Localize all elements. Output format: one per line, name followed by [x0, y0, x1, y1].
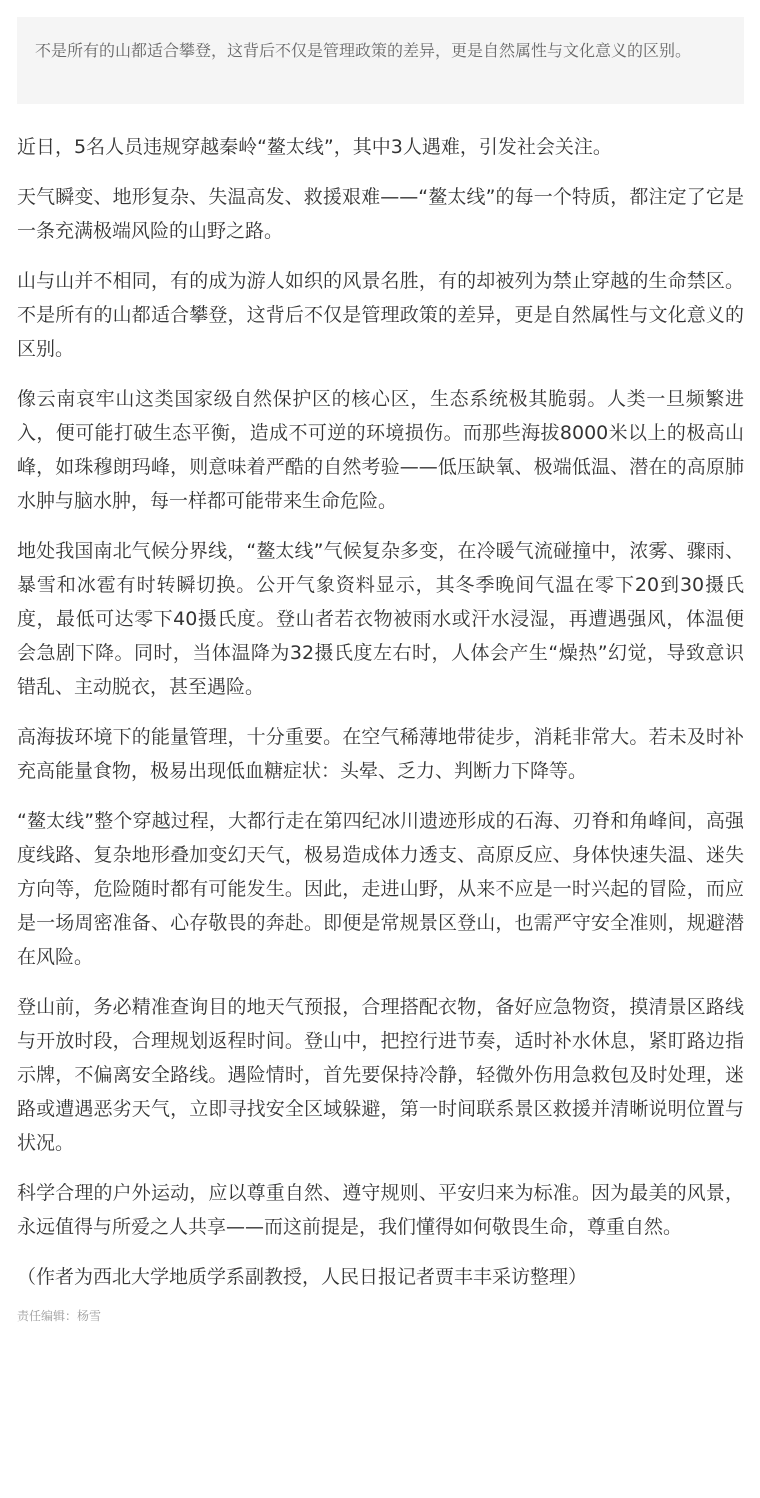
article-body: [17, 130, 744, 1324]
author-note: （作者为西北大学地质学系副教授，人民日报记者贾丰丰采访整理）: [17, 1266, 588, 1288]
paragraph-5: 地处我国南北气候分界线，“鳌太线”气候复杂多变，在冷暖气流碰撞中，浓雾、骤雨、暴雪和冰雹有时转瞬切换。公开气象资料显示，其冬季晚间气温在零下20到30摄氏度，最低可达零下40摄氏度。登山者若衣物被雨水或汗水浸湿，再遭遇强风，体温便会急剧下降。同时，当体温降为32摄氏度左右时，人体会产生“燥热”幻觉，导致意识错乱、主动脱衣，甚至遇险。: [17, 540, 744, 698]
paragraph-4: 像云南哀牢山这类国家级自然保护区的核心区，生态系统极其脆弱。人类一旦频繁进入，便可能打破生态平衡，造成不可逆的环境损伤。而那些海拔8000米以上的极高山峰，如珠穆朗玛峰，则意味着严酷的自然考验——低压缺氧、极端低温、潜在的高原肺水肿与脑水肿，每一样都可能带来生命危险。: [17, 388, 744, 512]
summary-box: [17, 17, 744, 104]
paragraph-9: 科学合理的户外运动，应以尊重自然、遵守规则、平安归来为标准。因为最美的风景，永远值得与所爱之人共享——而这前提是，我们懂得如何敬畏生命，尊重自然。: [17, 1182, 744, 1238]
paragraph-6: 高海拔环境下的能量管理，十分重要。在空气稀薄地带徒步，消耗非常大。若未及时补充高能量食物，极易出现低血糖症状：头晕、乏力、判断力下降等。: [17, 726, 744, 782]
paragraph-1: 近日，5名人员违规穿越秦岭“鳌太线”，其中3人遇难，引发社会关注。: [17, 136, 612, 158]
paragraph-8: 登山前，务必精准查询目的地天气预报，合理搭配衣物，备好应急物资，摸清景区路线与开放时段，合理规划返程时间。登山中，把控行进节奏，适时补水休息，紧盯路边指示牌，不偏离安全路线。遇险情时，首先要保持冷静，轻微外伤用急救包及时处理，迷路或遭遇恶劣天气，立即寻找安全区域躲避，第一时间联系景区救援并清晰说明位置与状况。: [17, 996, 744, 1154]
summary-text: 不是所有的山都适合攀登，这背后不仅是管理政策的差异，更是自然属性与文化意义的区别。: [35, 41, 692, 60]
paragraph-7: “鳌太线”整个穿越过程，大都行走在第四纪冰川遗迹形成的石海、刃脊和角峰间，高强度线路、复杂地形叠加变幻天气，极易造成体力透支、高原反应、身体快速失温、迷失方向等，危险随时都有可能发生。因此，走进山野，从来不应是一时兴起的冒险，而应是一场周密准备、心存敬畏的奔赴。即便是常规景区登山，也需严守安全准则，规避潜在风险。: [17, 810, 744, 968]
editor-credit: 责任编辑：杨雪: [17, 1309, 102, 1323]
paragraph-3: 山与山并不相同，有的成为游人如织的风景名胜，有的却被列为禁止穿越的生命禁区。不是所有的山都适合攀登，这背后不仅是管理政策的差异，更是自然属性与文化意义的区别。: [17, 270, 744, 360]
paragraph-2: 天气瞬变、地形复杂、失温高发、救援艰难——“鳌太线”的每一个特质，都注定了它是一条充满极端风险的山野之路。: [17, 186, 744, 242]
